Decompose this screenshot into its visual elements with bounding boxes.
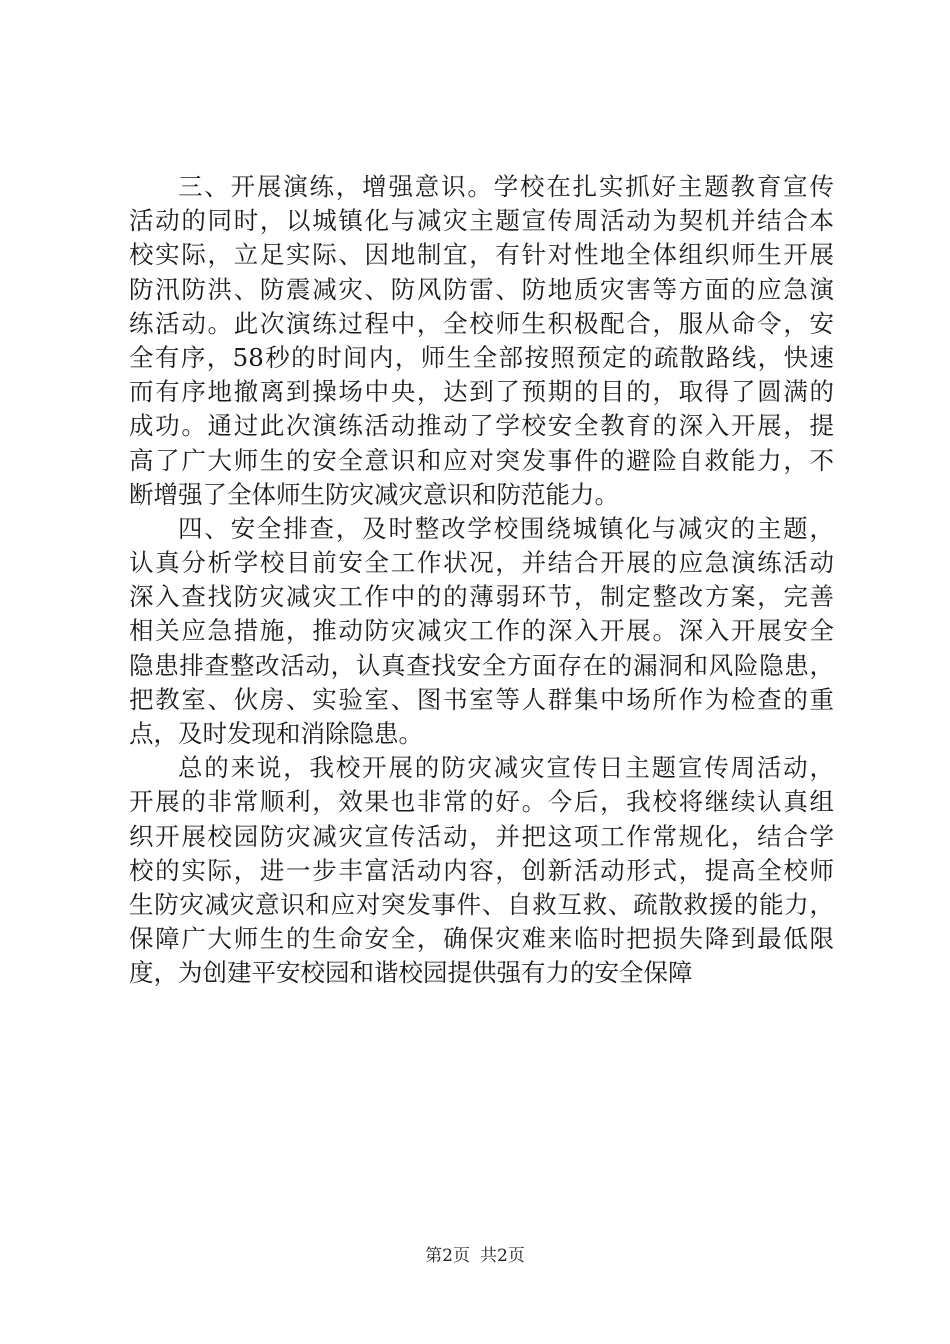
paragraph-line: 度，为创建平安校园和谐校园提供强有力的安全保障: [129, 958, 693, 988]
paragraph-line: 深入查找防灾减灾工作中的的薄弱环节，制定整改方案，完善: [129, 582, 834, 612]
paragraph-line: 校的实际，进一步丰富活动内容，创新活动形式，提高全校师: [129, 855, 834, 885]
paragraph-inspection: [129, 512, 834, 751]
paragraph-line: 开展的非常顺利，效果也非常的好。今后，我校将继续认真组: [129, 787, 834, 817]
paragraph-line: 三、开展演练，增强意识。学校在扎实抓好主题教育宣传: [178, 172, 834, 201]
document-body: [129, 170, 834, 991]
paragraph-line: 生防灾减灾意识和应对突发事件、自救互救、疏散救援的能力，: [129, 889, 834, 919]
paragraph-summary: [129, 751, 834, 990]
paragraph-line: 校实际，立足实际、因地制宜，有针对性地全体组织师生开展: [129, 240, 834, 270]
paragraph-line: 总的来说，我校开展的防灾减灾宣传日主题宣传周活动，: [178, 753, 834, 783]
page-total: 共2页: [480, 1246, 525, 1266]
paragraph-line: 而有序地撤离到操场中央，达到了预期的目的，取得了圆满的: [129, 377, 834, 407]
paragraph-line: 相关应急措施，推动防灾减灾工作的深入开展。深入开展安全: [129, 616, 834, 646]
paragraph-line: 点，及时发现和消除隐患。: [129, 719, 423, 748]
paragraph-line: 认真分析学校目前安全工作状况，并结合开展的应急演练活动: [129, 548, 834, 578]
paragraph-line: 保障广大师生的生命安全，确保灾难来临时把损失降到最低限: [129, 924, 834, 954]
paragraph-line: 高了广大师生的安全意识和应对突发事件的避险自救能力，不: [129, 445, 834, 475]
paragraph-drill: [129, 170, 834, 512]
paragraph-line: 四、安全排查，及时整改学校围绕城镇化与减灾的主题，: [178, 513, 834, 543]
paragraph-line: 织开展校园防灾减灾宣传活动，并把这项工作常规化，结合学: [129, 821, 834, 851]
paragraph-line: 断增强了全体师生防灾减灾意识和防范能力。: [129, 479, 619, 509]
page-footer: [0, 1246, 950, 1266]
paragraph-line: 把教室、伙房、实验室、图书室等人群集中场所作为检查的重: [129, 684, 834, 714]
paragraph-line: 防汛防洪、防震减灾、防风防雷、防地质灾害等方面的应急演: [129, 274, 834, 304]
paragraph-line: 全有序，58秒的时间内，师生全部按照预定的疏散路线，快速: [129, 342, 834, 372]
paragraph-line: 隐患排查整改活动，认真查找安全方面存在的漏洞和风险隐患，: [129, 650, 834, 680]
paragraph-line: 练活动。此次演练过程中，全校师生积极配合，服从命令，安: [129, 308, 834, 338]
paragraph-line: 活动的同时，以城镇化与减灾主题宣传周活动为契机并结合本: [129, 206, 834, 236]
paragraph-line: 成功。通过此次演练活动推动了学校安全教育的深入开展，提: [129, 411, 834, 441]
page-number: 第2页: [425, 1246, 470, 1266]
